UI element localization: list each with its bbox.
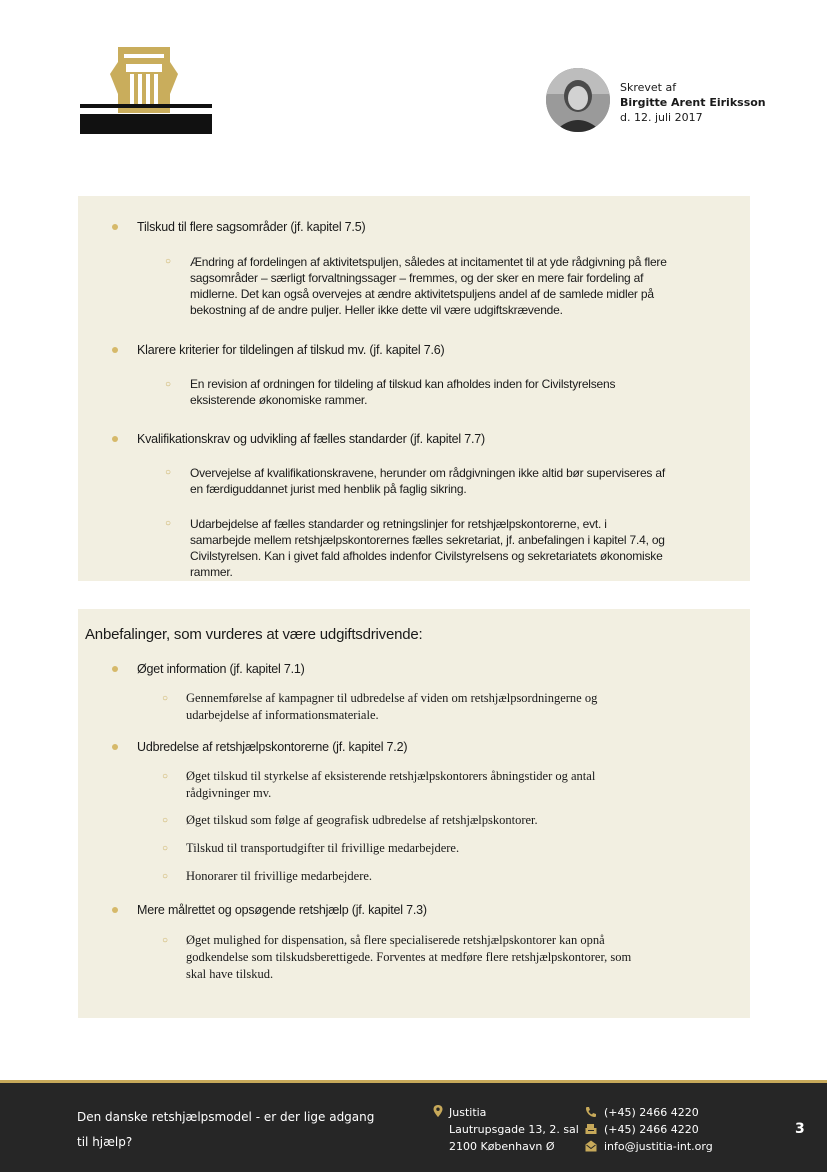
author-photo-icon xyxy=(546,68,610,132)
sub-bullet-icon: ○ xyxy=(162,935,169,946)
box1-item-3-sub2-line-4: rammer. xyxy=(190,565,233,579)
bullet-icon xyxy=(112,436,118,442)
sub-bullet-icon: ○ xyxy=(165,379,172,390)
sub-bullet-icon: ○ xyxy=(165,467,172,478)
bullet-icon xyxy=(112,666,118,672)
box1-item-2: Klarere kriterier for tildelingen af tilskud mv. (jf. kapitel 7.6) xyxy=(137,343,445,357)
location-pin-icon xyxy=(432,1105,444,1117)
box2-item-1: Øget information (jf. kapitel 7.1) xyxy=(137,662,305,676)
footer-address-1: Lautrupsgade 13, 2. sal xyxy=(449,1123,579,1136)
box2-item-2-sub3: Tilskud til transportudgifter til frivillige medarbejdere. xyxy=(186,841,460,855)
sub-bullet-icon: ○ xyxy=(165,256,172,267)
footer-phone-2[interactable]: (+45) 2466 4220 xyxy=(604,1123,699,1136)
box1-item-3-sub2-line-2: samarbejde mellem retshjælpskontorernes fælles sekretariat, jf. anbefalingen i kapitel 7.4, og xyxy=(190,533,665,547)
box1-item-1-sub-line-2: sagsområder – særligt forvaltningssager – fremmes, og der sker en mere fair fordeling af xyxy=(190,271,644,285)
footer-title-line-1: Den danske retshjælpsmodel - er der lige adgang xyxy=(77,1110,375,1124)
footer-email[interactable]: info@justitia-int.org xyxy=(604,1140,713,1153)
bullet-icon xyxy=(112,907,118,913)
sub-bullet-icon: ○ xyxy=(162,693,169,704)
box1-item-3: Kvalifikationskrav og udvikling af fælles standarder (jf. kapitel 7.7) xyxy=(137,432,485,446)
bullet-icon xyxy=(112,744,118,750)
box2-item-3-sub-line-2: godkendelse som tilskudsberettigede. Forventes at medføre flere retshjælpskontorer, som xyxy=(186,950,632,964)
page-footer xyxy=(0,1080,827,1172)
sub-bullet-icon: ○ xyxy=(162,843,169,854)
box2-heading: Anbefalinger, som vurderes at være udgiftsdrivende: xyxy=(85,626,423,643)
phone-icon xyxy=(585,1106,597,1118)
box2-item-2-sub1-line-1: Øget tilskud til styrkelse af eksisterende retshjælpskontorers åbningstider og antal xyxy=(186,769,596,783)
box2-item-1-sub-line-2: udarbejdelse af informationsmateriale. xyxy=(186,708,379,722)
footer-org: Justitia xyxy=(449,1106,487,1119)
box2-item-3-sub-line-3: skal have tilskud. xyxy=(186,967,274,981)
email-icon xyxy=(585,1140,597,1152)
box1-item-2-sub-line-1: En revision af ordningen for tildeling af tilskud kan afholdes inden for Civilstyrelsens xyxy=(190,377,616,391)
box1-item-2-sub-line-2: eksisterende økonomiske rammer. xyxy=(190,393,368,407)
page-number: 3 xyxy=(795,1121,805,1137)
box1-item-1-sub-line-1: Ændring af fordelingen af aktivitetspuljen, således at incitamentet til at yde rådgivning på flere xyxy=(190,255,667,269)
box1-item-3-sub-line-2: en færdiguddannet jurist med henblik på faglig sikring. xyxy=(190,482,467,496)
box2-item-3: Mere målrettet og opsøgende retshjælp (jf. kapitel 7.3) xyxy=(137,903,427,917)
box1-item-3-sub-line-1: Overvejelse af kvalifikationskravene, herunder om rådgivningen ikke altid bør superviseres af xyxy=(190,466,665,480)
bullet-icon xyxy=(112,347,118,353)
sub-bullet-icon: ○ xyxy=(162,871,169,882)
sub-bullet-icon: ○ xyxy=(162,771,169,782)
footer-address-2: 2100 København Ø xyxy=(449,1140,555,1153)
author-block xyxy=(546,68,786,132)
box1-item-3-sub2-line-1: Udarbejdelse af fælles standarder og retningslinjer for retshjælpskontorerne, evt. i xyxy=(190,517,607,531)
box1-item-1-sub-line-3: midlerne. Det kan også overvejes at ændre aktivitetspuljens andel af de samlede midler på xyxy=(190,287,654,301)
bullet-icon xyxy=(112,224,118,230)
box2-item-2: Udbredelse af retshjælpskontorerne (jf. kapitel 7.2) xyxy=(137,740,408,754)
box2-item-2-sub2: Øget tilskud som følge af geografisk udbredelse af retshjælpskontorer. xyxy=(186,813,538,827)
footer-title-line-2: til hjælp? xyxy=(77,1135,133,1149)
box1-item-1: Tilskud til flere sagsområder (jf. kapitel 7.5) xyxy=(137,220,366,234)
box2-item-1-sub-line-1: Gennemførelse af kampagner til udbredelse af viden om retshjælpsordningerne og xyxy=(186,691,598,705)
fax-icon xyxy=(585,1123,597,1135)
box2-item-2-sub1-line-2: rådgivninger mv. xyxy=(186,786,272,800)
author-label: Skrevet af xyxy=(620,81,677,94)
box2-item-3-sub-line-1: Øget mulighed for dispensation, så flere specialiserede retshjælpskontorer kan opnå xyxy=(186,933,605,947)
box2-item-2-sub4: Honorarer til frivillige medarbejdere. xyxy=(186,869,373,883)
author-date: d. 12. juli 2017 xyxy=(620,111,703,124)
justitia-logo xyxy=(78,44,212,136)
footer-phone-1[interactable]: (+45) 2466 4220 xyxy=(604,1106,699,1119)
sub-bullet-icon: ○ xyxy=(162,815,169,826)
author-avatar xyxy=(546,68,610,132)
box1-item-3-sub2-line-3: Civilstyrelsen. Kan i givet fald afholdes indenfor Civilstyrelsens og sekretariatets økonomiske xyxy=(190,549,663,563)
sub-bullet-icon: ○ xyxy=(165,518,172,529)
box1-item-1-sub-line-4: bekostning af de andre puljer. Heller ikke dette vil være udgiftskrævende. xyxy=(190,303,563,317)
author-name: Birgitte Arent Eiriksson xyxy=(620,96,766,109)
